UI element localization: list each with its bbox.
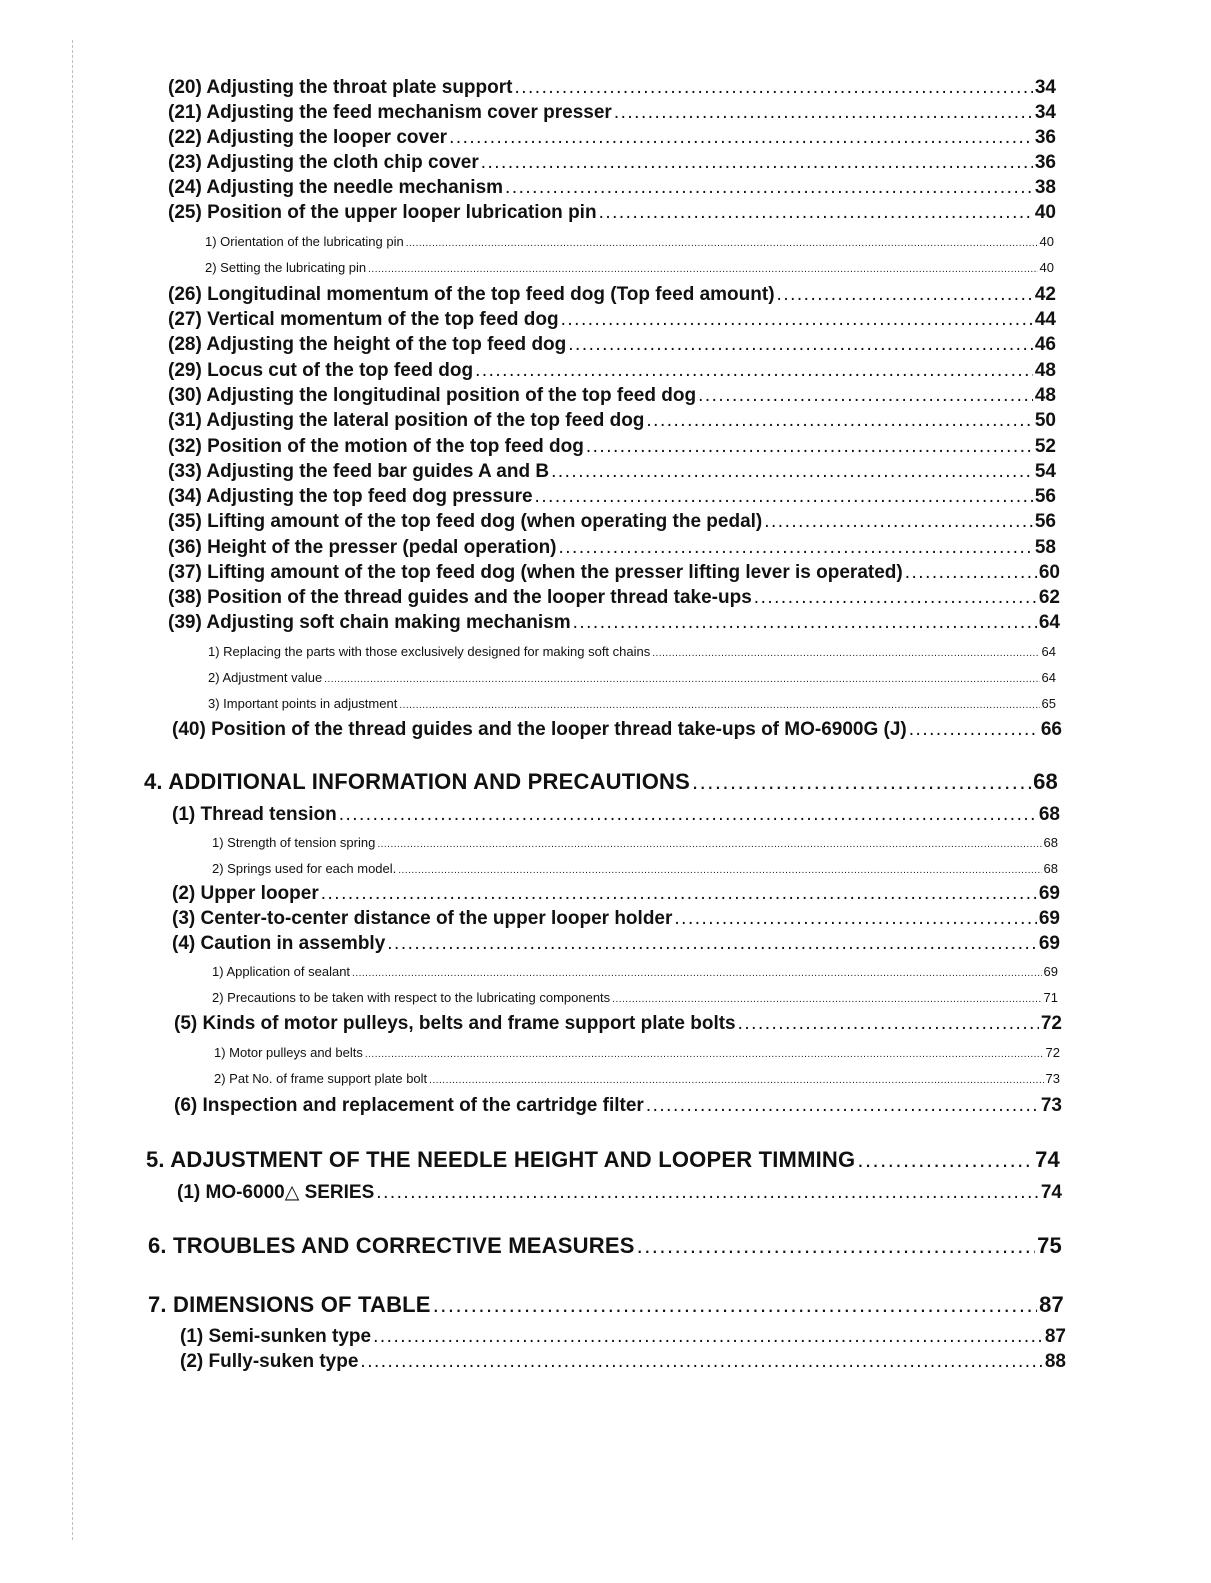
toc-entry[interactable] xyxy=(168,310,1056,329)
toc-chapter-page: 68 xyxy=(1033,769,1058,794)
toc-subentry-page: 71 xyxy=(1043,990,1058,1005)
toc-entry-page: 52 xyxy=(1034,436,1056,457)
toc-subentry-label: 1) Motor pulleys and belts xyxy=(214,1045,363,1060)
dot-leader xyxy=(321,884,1037,903)
toc-entry-page: 60 xyxy=(1038,562,1060,583)
toc-entry[interactable] xyxy=(168,487,1056,506)
toc-entry[interactable] xyxy=(168,411,1056,430)
toc-entry[interactable] xyxy=(180,1327,1066,1346)
dot-leader xyxy=(561,310,1033,329)
dot-leader xyxy=(352,969,1041,979)
toc-subentry-label: 3) Important points in adjustment xyxy=(208,696,398,711)
dot-leader xyxy=(754,588,1037,607)
toc-subentry[interactable] xyxy=(205,235,1054,249)
toc-entry-label: (2) Fully-suken type xyxy=(180,1351,359,1372)
toc-entry[interactable] xyxy=(174,1014,1062,1033)
toc-entry-page: 44 xyxy=(1034,309,1056,330)
toc-entry-label: (6) Inspection and replacement of the cartridge filter xyxy=(174,1095,644,1116)
toc-subentry[interactable] xyxy=(212,991,1058,1005)
toc-entry-label: (20) Adjusting the throat plate support xyxy=(168,77,513,98)
dot-leader xyxy=(360,1352,1042,1371)
dot-leader xyxy=(365,1050,1044,1060)
toc-entry[interactable] xyxy=(180,1352,1066,1371)
toc-chapter[interactable] xyxy=(144,771,1058,793)
toc-entry-label: (5) Kinds of motor pulleys, belts and frame support plate bolts xyxy=(174,1013,736,1034)
toc-entry-label: (34) Adjusting the top feed dog pressure xyxy=(168,486,533,507)
toc-chapter-page: 74 xyxy=(1035,1147,1060,1172)
dot-leader xyxy=(376,1183,1039,1202)
dot-leader xyxy=(905,563,1037,582)
toc-entry-label: (36) Height of the presser (pedal operation) xyxy=(168,537,557,558)
toc-entry[interactable] xyxy=(168,462,1056,481)
dot-leader xyxy=(429,1076,1043,1086)
toc-entry[interactable] xyxy=(168,437,1056,456)
toc-chapter-page: 75 xyxy=(1037,1233,1062,1258)
toc-entry[interactable] xyxy=(168,563,1060,582)
dot-leader xyxy=(551,462,1033,481)
dot-leader xyxy=(674,909,1036,928)
toc-subentry[interactable] xyxy=(205,261,1054,275)
toc-subentry-page: 68 xyxy=(1043,835,1058,850)
dot-leader xyxy=(559,538,1033,557)
toc-entry[interactable] xyxy=(168,178,1056,197)
toc-chapter-page: 87 xyxy=(1039,1292,1064,1317)
toc-entry-label: (40) Position of the thread guides and the looper thread take-ups of MO-6900G (J) xyxy=(172,719,907,740)
toc-entry-label: (32) Position of the motion of the top feed dog xyxy=(168,436,584,457)
toc-chapter-label: 5. ADJUSTMENT OF THE NEEDLE HEIGHT AND LOOPER TIMMING xyxy=(146,1147,856,1172)
toc-entry[interactable] xyxy=(168,538,1056,557)
toc-entry[interactable] xyxy=(168,361,1056,380)
toc-entry[interactable] xyxy=(168,103,1056,122)
toc-entry-label: (37) Lifting amount of the top feed dog (when the presser lifting lever is operated) xyxy=(168,562,903,583)
dot-leader xyxy=(698,386,1033,405)
toc-subentry[interactable] xyxy=(212,862,1058,876)
toc-entry-page: 56 xyxy=(1034,511,1056,532)
toc-entry[interactable] xyxy=(168,512,1056,531)
toc-entry-label: (22) Adjusting the looper cover xyxy=(168,127,448,148)
dot-leader xyxy=(646,1096,1039,1115)
toc-entry[interactable] xyxy=(172,909,1060,928)
toc-entry-label: (1) Semi-sunken type xyxy=(180,1326,372,1347)
toc-entry[interactable] xyxy=(168,153,1056,172)
toc-entry-label: (30) Adjusting the longitudinal position of the top feed dog xyxy=(168,385,697,406)
toc-chapter-label: 7. DIMENSIONS OF TABLE xyxy=(148,1292,431,1317)
toc-entry-page: 66 xyxy=(1040,719,1062,740)
dot-leader xyxy=(505,178,1033,197)
toc-entry-page: 74 xyxy=(1040,1182,1062,1203)
toc-entry-label: (1) Thread tension xyxy=(172,804,337,825)
toc-entry-page: 36 xyxy=(1034,127,1056,148)
toc-entry[interactable] xyxy=(168,613,1060,632)
toc-entry-label: (25) Position of the upper looper lubrication pin xyxy=(168,202,597,223)
toc-subentry-label: 1) Strength of tension spring xyxy=(212,835,376,850)
toc-entry[interactable] xyxy=(168,588,1060,607)
toc-entry-page: 34 xyxy=(1034,102,1056,123)
toc-entry-page: 72 xyxy=(1040,1013,1062,1034)
dot-leader xyxy=(568,335,1033,354)
dot-leader xyxy=(738,1014,1039,1033)
toc-subentry-label: 1) Application of sealant xyxy=(212,964,351,979)
toc-subentry-label: 1) Orientation of the lubricating pin xyxy=(205,234,404,249)
toc-entry-label: (38) Position of the thread guides and the looper thread take-ups xyxy=(168,587,752,608)
toc-entry-label: (31) Adjusting the lateral position of the top feed dog xyxy=(168,410,645,431)
toc-entry-page: 46 xyxy=(1034,334,1056,355)
dot-leader xyxy=(612,995,1041,1005)
toc-entry[interactable] xyxy=(172,720,1062,739)
toc-subentry[interactable] xyxy=(208,645,1056,659)
toc-subentry[interactable] xyxy=(214,1072,1060,1086)
toc-entry[interactable] xyxy=(172,805,1060,824)
dot-leader xyxy=(324,675,1039,685)
toc-subentry-label: 2) Setting the lubricating pin xyxy=(205,260,367,275)
toc-subentry-label: 2) Springs used for each model. xyxy=(212,861,397,876)
toc-subentry-label: 2) Adjustment value xyxy=(208,670,323,685)
dot-leader xyxy=(368,265,1037,275)
dot-leader xyxy=(599,203,1033,222)
toc-subentry-label: 2) Precautions to be taken with respect to the lubricating components xyxy=(212,990,611,1005)
toc-subentry-page: 72 xyxy=(1045,1045,1060,1060)
toc-entry[interactable] xyxy=(168,128,1056,147)
toc-entry-label: (4) Caution in assembly xyxy=(172,933,386,954)
toc-chapter[interactable] xyxy=(148,1294,1064,1316)
toc-entry-label: (3) Center-to-center distance of the upper looper holder xyxy=(172,908,673,929)
toc-entry-page: 36 xyxy=(1034,152,1056,173)
dot-leader xyxy=(586,437,1033,456)
toc-entry-page: 54 xyxy=(1034,461,1056,482)
toc-subentry-page: 64 xyxy=(1041,644,1056,659)
toc-entry-label: (29) Locus cut of the top feed dog xyxy=(168,360,474,381)
toc-subentry-page: 73 xyxy=(1045,1071,1060,1086)
toc-entry[interactable] xyxy=(174,1096,1062,1115)
toc-entry-page: 64 xyxy=(1038,612,1060,633)
toc-entry-page: 48 xyxy=(1034,385,1056,406)
toc-entry-page: 38 xyxy=(1034,177,1056,198)
toc-subentry[interactable] xyxy=(212,965,1058,979)
toc-entry-label: (26) Longitudinal momentum of the top feed dog (Top feed amount) xyxy=(168,284,775,305)
dot-leader xyxy=(614,103,1033,122)
toc-subentry-label: 1) Replacing the parts with those exclusively designed for making soft chains xyxy=(208,644,651,659)
toc-entry[interactable] xyxy=(168,78,1056,97)
dot-leader xyxy=(646,411,1032,430)
dot-leader xyxy=(637,1235,1036,1257)
toc-subentry-page: 69 xyxy=(1043,964,1058,979)
toc-entry-page: 69 xyxy=(1038,908,1060,929)
toc-subentry-page: 64 xyxy=(1041,670,1056,685)
toc-entry[interactable] xyxy=(172,934,1060,953)
toc-entry-page: 73 xyxy=(1040,1095,1062,1116)
dot-leader xyxy=(406,239,1038,249)
toc-entry[interactable] xyxy=(168,285,1056,304)
dot-leader xyxy=(339,805,1037,824)
toc-chapter[interactable] xyxy=(148,1235,1062,1257)
toc-entry[interactable] xyxy=(168,203,1056,222)
toc-entry-page: 87 xyxy=(1044,1326,1066,1347)
toc-entry-page: 40 xyxy=(1034,202,1056,223)
toc-entry-page: 58 xyxy=(1034,537,1056,558)
toc-subentry[interactable] xyxy=(212,836,1058,850)
dot-leader xyxy=(857,1149,1033,1171)
dot-leader xyxy=(398,866,1041,876)
toc-subentry[interactable] xyxy=(214,1046,1060,1060)
toc-chapter-label: 6. TROUBLES AND CORRECTIVE MEASURES xyxy=(148,1233,635,1258)
toc-chapter-label: 4. ADDITIONAL INFORMATION AND PRECAUTIONS xyxy=(144,769,690,794)
toc-entry-label: (2) Upper looper xyxy=(172,883,319,904)
toc-entry-page: 62 xyxy=(1038,587,1060,608)
toc-subentry-page: 65 xyxy=(1041,696,1056,711)
toc-entry-label: (23) Adjusting the cloth chip cover xyxy=(168,152,479,173)
dot-leader xyxy=(377,840,1041,850)
toc-chapter[interactable] xyxy=(146,1149,1060,1171)
toc-entry-label: (21) Adjusting the feed mechanism cover presser xyxy=(168,102,612,123)
dot-leader xyxy=(909,720,1039,739)
toc-entry-label: (28) Adjusting the height of the top feed dog xyxy=(168,334,567,355)
dot-leader xyxy=(449,128,1033,147)
dot-leader xyxy=(777,285,1033,304)
toc-entry-page: 69 xyxy=(1038,933,1060,954)
dot-leader xyxy=(692,771,1031,793)
toc-entry[interactable] xyxy=(177,1183,1062,1202)
dot-leader xyxy=(373,1327,1043,1346)
dot-leader xyxy=(433,1294,1037,1316)
toc-entry[interactable] xyxy=(168,386,1056,405)
toc-entry[interactable] xyxy=(168,335,1056,354)
toc-entry-label: (33) Adjusting the feed bar guides A and B xyxy=(168,461,550,482)
toc-entry[interactable] xyxy=(172,884,1060,903)
toc-entry-label: (24) Adjusting the needle mechanism xyxy=(168,177,504,198)
toc-subentry-page: 68 xyxy=(1043,861,1058,876)
toc-entry-page: 56 xyxy=(1034,486,1056,507)
toc-entry-page: 42 xyxy=(1034,284,1056,305)
toc-subentry[interactable] xyxy=(208,697,1056,711)
toc-entry-page: 68 xyxy=(1038,804,1060,825)
dot-leader xyxy=(514,78,1032,97)
dot-leader xyxy=(481,153,1033,172)
toc-entry-page: 48 xyxy=(1034,360,1056,381)
dot-leader xyxy=(535,487,1033,506)
toc-entry-page: 34 xyxy=(1034,77,1056,98)
toc-subentry-page: 40 xyxy=(1039,234,1054,249)
toc-entry-page: 50 xyxy=(1034,410,1056,431)
toc-subentry-label: 2) Pat No. of frame support plate bolt xyxy=(214,1071,428,1086)
dot-leader xyxy=(475,361,1033,380)
toc-entry-label: (1) MO-6000△ SERIES xyxy=(177,1182,375,1203)
dot-leader xyxy=(573,613,1037,632)
toc-entry-label: (39) Adjusting soft chain making mechanism xyxy=(168,612,571,633)
toc-entry-page: 88 xyxy=(1044,1351,1066,1372)
dot-leader xyxy=(652,649,1039,659)
toc-subentry-page: 40 xyxy=(1039,260,1054,275)
toc-entry-label: (27) Vertical momentum of the top feed dog xyxy=(168,309,559,330)
dot-leader xyxy=(764,512,1033,531)
dot-leader xyxy=(387,934,1037,953)
toc-entry-page: 69 xyxy=(1038,883,1060,904)
toc-entry-label: (35) Lifting amount of the top feed dog (when operating the pedal) xyxy=(168,511,763,532)
dot-leader xyxy=(399,701,1039,711)
toc-subentry[interactable] xyxy=(208,671,1056,685)
